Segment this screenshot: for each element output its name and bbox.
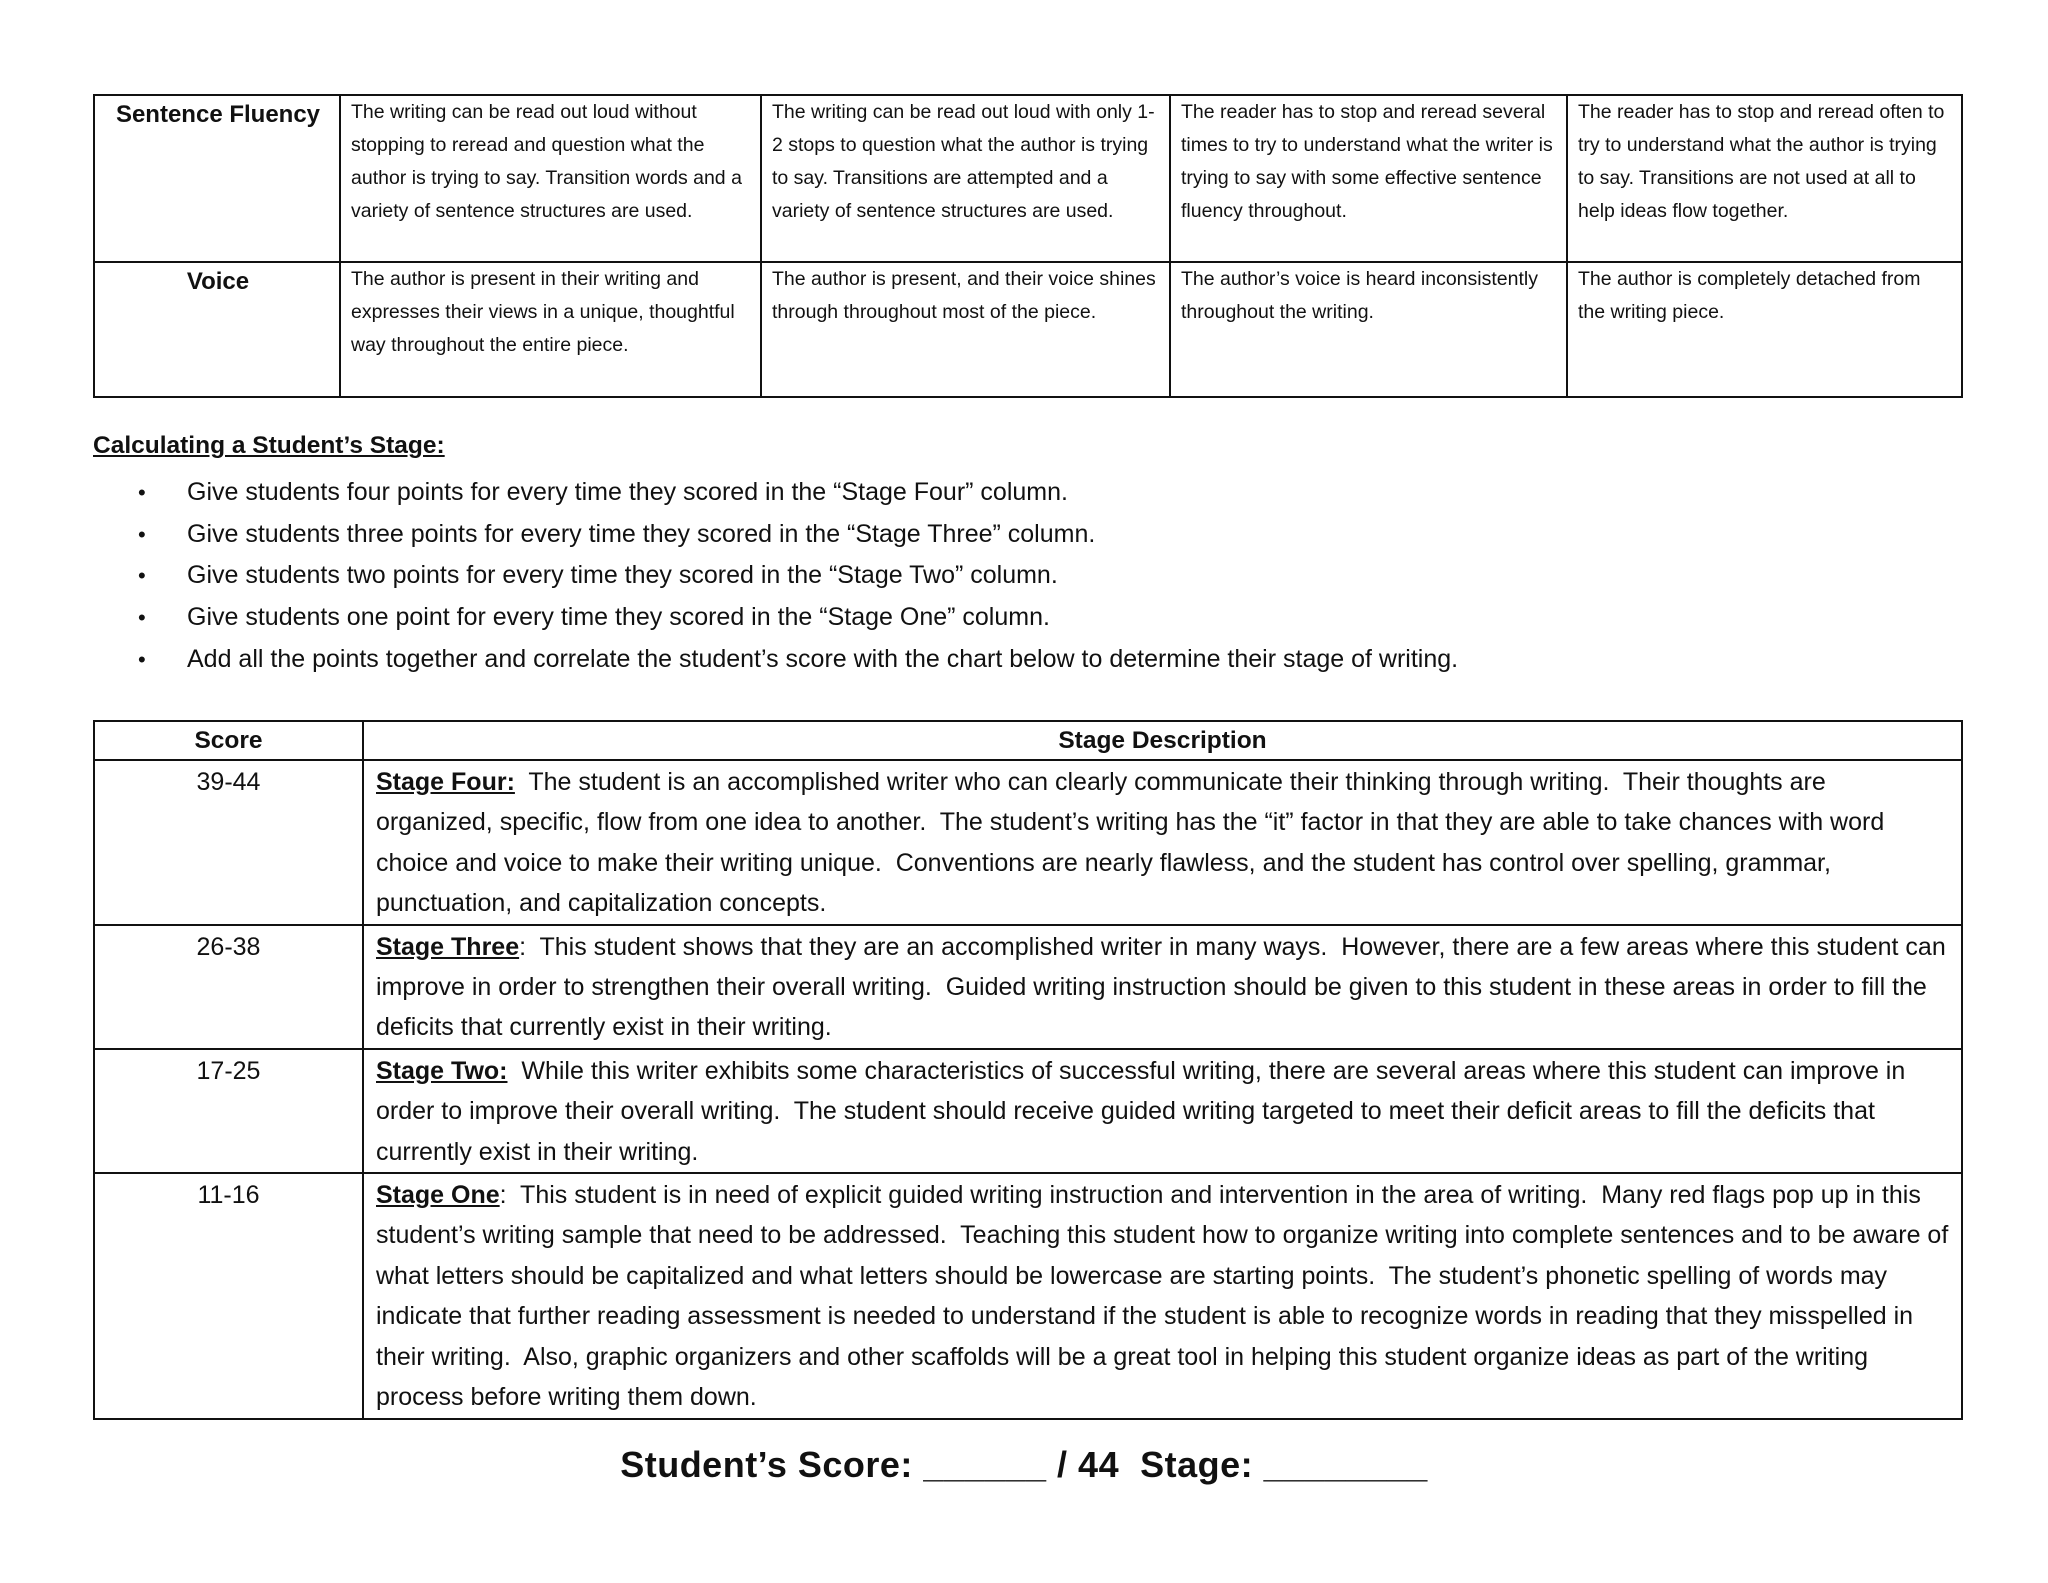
- table-row: [94, 760, 1962, 925]
- score-range: 26-38: [94, 925, 363, 1049]
- stage-description: [363, 925, 1962, 1049]
- score-column-header: Score: [94, 721, 363, 760]
- stage-text: : This student shows that they are an accomplished writer in many ways. However, there are a few areas where this student can improve in order to strengthen their overall writing. Guided writing instruction should be given to this student in these areas in order to fill the deficits that currently exist in their writing.: [376, 932, 1953, 1042]
- calculating-heading: Calculating a Student’s Stage:: [93, 432, 445, 459]
- rubric-cell: The author is completely detached from the writing piece.: [1567, 262, 1962, 397]
- rubric-row-sentence-fluency: [94, 95, 1962, 262]
- stage-name: Stage One: [376, 1181, 500, 1210]
- rubric-cell: The reader has to stop and reread often to try to understand what the author is trying to say. Transitions are not used at all to help ideas flow together.: [1567, 95, 1962, 262]
- rubric-cell: The reader has to stop and reread several times to try to understand what the writer is trying to say with some effective sentence fluency throughout.: [1170, 95, 1567, 262]
- calculating-list: [93, 472, 1933, 681]
- bullet-icon: •: [138, 646, 146, 672]
- bullet-icon: •: [138, 521, 146, 547]
- stage-description: [363, 1049, 1962, 1173]
- stage-table: [93, 720, 1963, 1420]
- list-item-text: Give students two points for every time they scored in the “Stage Two” column.: [187, 561, 1058, 590]
- stage-text: The student is an accomplished writer who can clearly communicate their thinking through writing. Their thoughts are organized, specific, flow from one idea to another. The student’s writing has the “it” factor in that they are able to take chances with word choice and voice to make their writing unique. Conventions are nearly flawless, and the student has control over spelling, grammar, punctuation, and capitalization concepts.: [376, 768, 1892, 918]
- bullet-icon: •: [138, 480, 146, 505]
- list-item: [93, 555, 1933, 597]
- stage-text: : This student is in need of explicit guided writing instruction and intervention in the area of writing. Many red flags pop up in this student’s writing sample that need to be addressed. Teaching this student how to organize writing into complete sentences and to be aware of what letters should be capitalized and what letters should be lowercase are starting points. The student’s phonetic spelling of words may indicate that further reading assessment is needed to understand if the student is able to recognize words in reading that they misspelled in their writing. Also, graphic organizers and other scaffolds will be a great tool in helping this student organize ideas as part of the writing process before writing them down.: [376, 1181, 1956, 1412]
- table-row: [94, 925, 1962, 1049]
- score-range: 11-16: [94, 1173, 363, 1418]
- table-row: [94, 1173, 1962, 1418]
- trait-label: Voice: [94, 262, 340, 397]
- score-range: 39-44: [94, 760, 363, 925]
- list-item-text: Give students three points for every time they scored in the “Stage Three” column.: [187, 519, 1096, 548]
- rubric-cell: The author’s voice is heard inconsistently throughout the writing.: [1170, 262, 1567, 397]
- rubric-table: [93, 94, 1963, 398]
- stage-name: Stage Two:: [376, 1056, 508, 1085]
- stage-description: [363, 760, 1962, 925]
- table-row: [94, 1049, 1962, 1173]
- rubric-cell: The writing can be read out loud without stopping to reread and question what the author is trying to say. Transition words and a variety of sentence structures are used.: [340, 95, 761, 262]
- rubric-cell: The author is present in their writing and expresses their views in a unique, thoughtful way throughout the entire piece.: [340, 262, 761, 397]
- list-item-text: Add all the points together and correlate the student’s score with the chart below to determine their stage of writing.: [187, 644, 1459, 673]
- student-score-line: Student’s Score: ______ / 44 Stage: ________: [620, 1444, 1428, 1485]
- list-item: [93, 597, 1933, 639]
- list-item-text: Give students four points for every time they scored in the “Stage Four” column.: [187, 478, 1068, 506]
- list-item-text: Give students one point for every time they scored in the “Stage One” column.: [187, 603, 1050, 632]
- score-range: 17-25: [94, 1049, 363, 1173]
- stage-table-header-row: [94, 721, 1962, 760]
- stage-name: Stage Four:: [376, 768, 515, 796]
- trait-label: Sentence Fluency: [94, 95, 340, 262]
- rubric-cell: The writing can be read out loud with only 1-2 stops to question what the author is trying to say. Transitions are attempted and a variety of sentence structures are used.: [761, 95, 1170, 262]
- stage-description: [363, 1173, 1962, 1418]
- bullet-icon: •: [138, 563, 146, 589]
- bullet-icon: •: [138, 605, 146, 631]
- stage-name: Stage Three: [376, 932, 520, 961]
- list-item: [93, 514, 1933, 556]
- stage-text: While this writer exhibits some characteristics of successful writing, there are several areas where this student can improve in order to improve their overall writing. The student should receive guided writing targeted to meet their deficit areas to fill the deficits that currently exist in their writing.: [376, 1056, 1913, 1166]
- list-item: [93, 639, 1933, 681]
- list-item: [93, 472, 1933, 514]
- description-column-header: Stage Description: [363, 721, 1962, 760]
- rubric-cell: The author is present, and their voice shines through throughout most of the piece.: [761, 262, 1170, 397]
- rubric-row-voice: [94, 262, 1962, 397]
